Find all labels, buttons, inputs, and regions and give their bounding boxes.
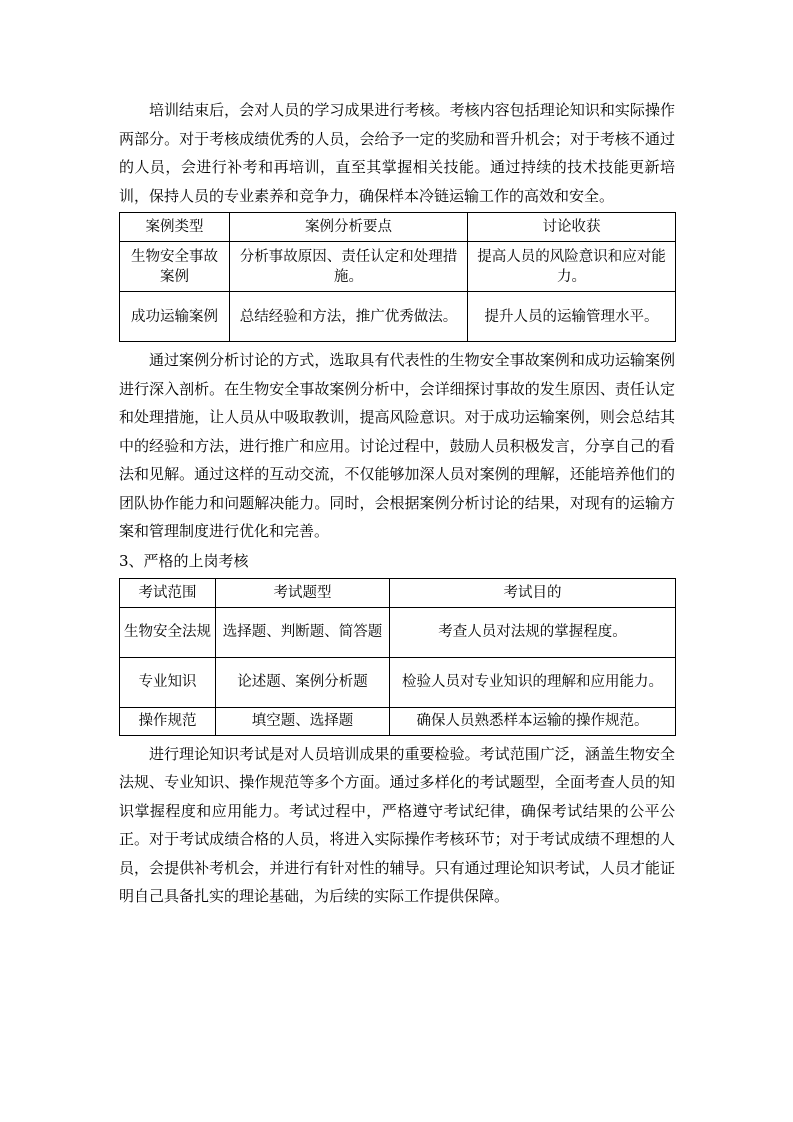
- table-cell: 成功运输案例: [120, 292, 230, 342]
- table-cell: 操作规范: [120, 707, 216, 735]
- table-cell: 论述题、案例分析题: [216, 657, 390, 707]
- table-cell: 专业知识: [120, 657, 216, 707]
- table-header-cell: 考试目的: [390, 578, 676, 607]
- table-header-cell: 讨论收获: [468, 213, 676, 242]
- table-cell: 提高人员的风险意识和应对能力。: [468, 242, 676, 292]
- table-cell: 检验人员对专业知识的理解和应用能力。: [390, 657, 676, 707]
- exam-table: [119, 578, 676, 736]
- case-analysis-table: [119, 212, 676, 342]
- table-header-row: [120, 213, 676, 242]
- table-row: [120, 657, 676, 707]
- table-row: [120, 707, 676, 735]
- table-header-cell: 案例分析要点: [230, 213, 468, 242]
- table-cell: 确保人员熟悉样本运输的操作规范。: [390, 707, 676, 735]
- table-row: [120, 242, 676, 292]
- table-header-cell: 考试题型: [216, 578, 390, 607]
- table-header-row: [120, 578, 676, 607]
- paragraph-theory-exam: 进行理论知识考试是对人员培训成果的重要检验。考试范围广泛，涵盖生物安全法规、专业知识、操作规范等多个方面。通过多样化的考试题型，全面考查人员的知识掌握程度和应用能力。考试过程中，严格遵守考试纪律，确保考试结果的公平公正。对于考试成绩合格的人员，将进入实际操作考核环节；对于考试成绩不理想的人员，会提供补考机会，并进行有针对性的辅导。只有通过理论知识考试，人员才能证明自己具备扎实的理论基础，为后续的实际工作提供保障。: [119, 744, 675, 905]
- table-cell: 提升人员的运输管理水平。: [468, 292, 676, 342]
- table-cell: 分析事故原因、责任认定和处理措施。: [230, 242, 468, 292]
- table-cell: 填空题、选择题: [216, 707, 390, 735]
- table-header-cell: 考试范围: [120, 578, 216, 607]
- section-heading: 3、严格的上岗考核: [119, 551, 249, 570]
- table-row: [120, 607, 676, 657]
- paragraph-case-discussion: 通过案例分析讨论的方式，选取具有代表性的生物安全事故案例和成功运输案例进行深入剖析。在生物安全事故案例分析中，会详细探讨事故的发生原因、责任认定和处理措施，让人员从中吸取教训，提高风险意识。对于成功运输案例，则会总结其中的经验和方法，进行推广和应用。讨论过程中，鼓励人员积极发言，分享自己的看法和见解。通过这样的互动交流，不仅能够加深人员对案例的理解，还能培养他们的团队协作能力和问题解决能力。同时，会根据案例分析讨论的结果，对现有的运输方案和管理制度进行优化和完善。: [119, 351, 675, 540]
- table-cell: 总结经验和方法，推广优秀做法。: [230, 292, 468, 342]
- table-cell: 选择题、判断题、简答题: [216, 607, 390, 657]
- table-cell: 考查人员对法规的掌握程度。: [390, 607, 676, 657]
- table-cell: 生物安全法规: [120, 607, 216, 657]
- paragraph-training-assessment: 培训结束后，会对人员的学习成果进行考核。考核内容包括理论知识和实际操作两部分。对于考核成绩优秀的人员，会给予一定的奖励和晋升机会；对于考核不通过的人员，会进行补考和再培训，直至其掌握相关技能。通过持续的技术技能更新培训，保持人员的专业素养和竞争力，确保样本冷链运输工作的高效和安全。: [119, 101, 675, 205]
- document-body: [119, 96, 675, 911]
- table-header-cell: 案例类型: [120, 213, 230, 242]
- table-row: [120, 292, 676, 342]
- table-cell: 生物安全事故案例: [120, 242, 230, 292]
